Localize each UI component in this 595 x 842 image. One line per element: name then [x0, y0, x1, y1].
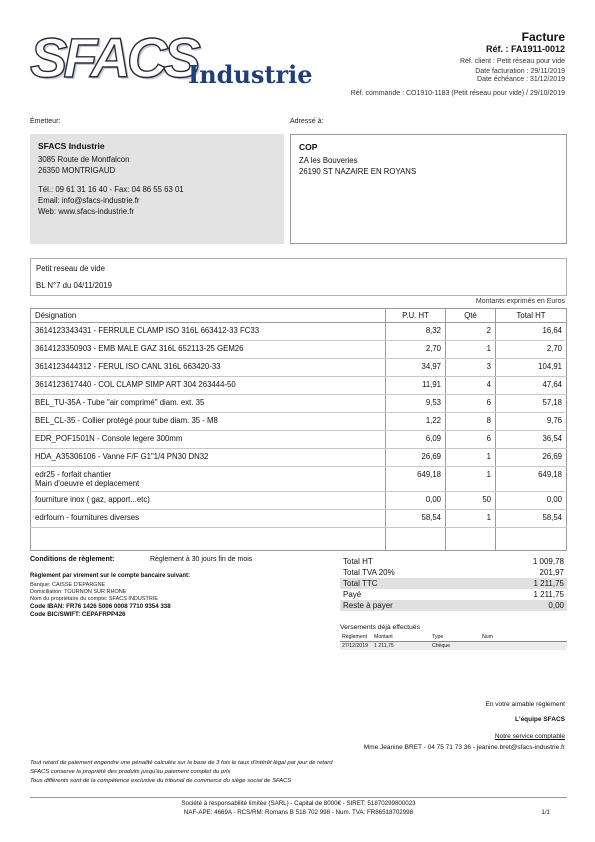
table-row: [31, 413, 567, 431]
total-row: Total TTC 1 211,75: [340, 578, 567, 589]
legal-line: Tous différents sont de la compétence exclusive du tribunal de commerce du siège social de SFACS: [30, 777, 292, 784]
item-total: 104,91: [496, 359, 567, 377]
project-box: [30, 258, 567, 296]
total-row: Total TVA 20% 201,97: [343, 568, 564, 577]
bank-iban: Code IBAN: FR76 1426 5006 0008 7710 9354 338: [30, 603, 171, 610]
payments-title: Versements déjà effectués: [340, 624, 420, 631]
delivery-note: BL N°7 du 04/11/2019: [36, 281, 112, 290]
table-filler-row: [31, 528, 567, 551]
legal-notice: [30, 759, 570, 785]
table-header-row: [31, 309, 567, 323]
item-designation: edrfourn - fournitures diverses: [31, 510, 386, 528]
currency-note: Montants exprimés en Euros: [475, 298, 565, 305]
bank-owner: Nom du propriétaire du compte: SFACS INDUSTRIE: [30, 596, 159, 602]
item-quantity: 1: [446, 467, 496, 492]
table-row: [31, 510, 567, 528]
item-unit-price: 9,53: [386, 395, 446, 413]
bank-title: Règlement par virement sur le compte bancaire suivant:: [30, 573, 191, 579]
closing-line: En votre aimable règlement: [485, 701, 565, 708]
emitter-name: SFACS Industrie: [38, 141, 105, 151]
item-designation: BEL_CL-35 - Collier protégé pour tube diam. 35 - M8: [31, 413, 386, 431]
item-quantity: 1: [446, 510, 496, 528]
legal-line: Tout retard de paiement engendre une pénalité calculée sur la base de 3 fois le taux d'intérêt légal par jour de retard: [30, 760, 333, 766]
item-designation: EDR_POF1501N - Console legere 300mm: [31, 431, 386, 449]
page-number: 1/1: [541, 808, 550, 816]
totals-block: [340, 556, 567, 611]
emitter-email: Email: info@sfacs-industrie.fr: [38, 196, 140, 205]
item-designation: 3614123350903 - EMB MALE GAZ 316L 652113-25 GEM26: [31, 341, 386, 359]
payments-block: [340, 624, 567, 650]
order-reference: Réf. commande : CO1910-1183 (Petit réseau pour vide) / 29/10/2019: [350, 90, 565, 97]
item-unit-price: 58,54: [386, 510, 446, 528]
item-total: 649,18: [496, 467, 567, 492]
item-designation: BEL_TU-35A - Tube "air comprimé" diam. ext. 35: [31, 395, 386, 413]
conditions-label: Conditions de règlement:: [30, 556, 115, 563]
recipient-address-line: ZA les Bouveries: [299, 156, 358, 165]
emitter-phone: Tél.: 09 61 31 16 40 - Fax: 04 86 55 63 01: [38, 185, 184, 194]
conditions-value: Règlement à 30 jours fin de mois: [149, 556, 253, 563]
accounting-department: Notre service comptable: [494, 733, 565, 740]
item-designation: 3614123444312 - FERUL ISO CANL 316L 663420-33: [31, 359, 386, 377]
footer-line-2: NAF-APE: 4669A - RCS/RM: Romans B 518 702 998 - Num. TVA: FR86518702998: [183, 808, 414, 816]
item-designation: 3614123617440 - COL CLAMP SIMP ART 304 263444-50: [31, 377, 386, 395]
item-quantity: 6: [446, 431, 496, 449]
item-unit-price: 2,70: [386, 341, 446, 359]
recipient-box: [290, 134, 567, 244]
item-total: 58,54: [496, 510, 567, 528]
legal-line: SFACS conserve la propriété des produits jusqu'au paiement complet du prix: [30, 768, 231, 775]
item-quantity: 6: [446, 395, 496, 413]
item-quantity: 8: [446, 413, 496, 431]
item-total: 0,00: [496, 492, 567, 510]
total-row: Reste à payer 0,00: [340, 600, 567, 611]
total-row: Total HT 1 009,78: [343, 557, 564, 566]
item-unit-price: 1,22: [386, 413, 446, 431]
invoice-items-table: [30, 308, 567, 551]
item-designation: edr25 - forfait chantier Main d'oeuvre et deplacement: [31, 467, 386, 492]
emitter-address-line: 26350 MONTRIGAUD: [38, 166, 116, 175]
accounting-contact: Mme Jeanine BRET - 04 75 71 73 36 - jeanine.bret@sfacs-industrie.fr: [363, 744, 565, 751]
emitter-address-line: 3085 Route de Montfalcon: [38, 155, 130, 164]
footer-divider: [30, 797, 567, 798]
project-title: Petit reseau de vide: [36, 264, 105, 273]
emitter-box: [30, 134, 284, 244]
item-unit-price: 11,91: [386, 377, 446, 395]
item-quantity: 3: [446, 359, 496, 377]
item-designation-detail: Main d'oeuvre et deplacement: [35, 479, 140, 488]
payment-conditions: [30, 556, 335, 619]
item-total: 16,64: [496, 323, 567, 341]
header-designation: Désignation: [31, 309, 386, 323]
bank-domiciliation: Domiciliation: TOURNON SUR RHONE: [30, 589, 127, 595]
header-total: Total HT: [496, 309, 567, 323]
item-total: 47,64: [496, 377, 567, 395]
due-date: Date échéance : 31/12/2019: [477, 76, 565, 83]
emitter-label: Émetteur:: [30, 118, 61, 125]
item-designation: HDA_A35306106 - Vanne F/F G1"1/4 PN30 DN32: [31, 449, 386, 467]
bank-name: Banque: CAISSE D'EPARGNE: [30, 582, 106, 588]
item-total: 26,69: [496, 449, 567, 467]
total-row: Payé 1 211,75: [343, 590, 564, 599]
item-unit-price: 0,00: [386, 492, 446, 510]
item-quantity: 4: [446, 377, 496, 395]
item-unit-price: 8,32: [386, 323, 446, 341]
team-signature: L'équipe SFACS: [515, 716, 565, 723]
table-row: [31, 492, 567, 510]
footer-line-1: Société à responsabilité limitée (SARL) - Capital de 8000€ - SIRET: 51870299800023: [181, 800, 416, 807]
payments-header-row: Règlement Montant Type Num: [340, 633, 567, 642]
item-total: 57,18: [496, 395, 567, 413]
payments-table: [340, 633, 567, 650]
item-quantity: 2: [446, 323, 496, 341]
recipient-name: COP: [299, 142, 318, 152]
item-quantity: 1: [446, 449, 496, 467]
table-row: [31, 341, 567, 359]
table-row: [31, 449, 567, 467]
logo-subtitle: Industrie: [188, 60, 313, 89]
logo-brand: SFACS: [30, 26, 197, 89]
header-unit-price: P.U. HT: [386, 309, 446, 323]
item-designation: 3614123343431 - FERRULE CLAMP ISO 316L 663412-33 FC33: [31, 323, 386, 341]
recipient-address-line: 26190 ST NAZAIRE EN ROYANS: [299, 167, 417, 176]
header-quantity: Qté: [446, 309, 496, 323]
item-quantity: 1: [446, 341, 496, 359]
recipient-label: Adressé à:: [290, 118, 324, 125]
item-total: 36,54: [496, 431, 567, 449]
item-unit-price: 34,97: [386, 359, 446, 377]
table-row: [31, 323, 567, 341]
item-designation: fourniture inox ( gaz, apport...etc): [31, 492, 386, 510]
emitter-web: Web: www.sfacs-industrie.fr: [38, 207, 135, 216]
company-footer: [30, 800, 567, 817]
client-reference: Réf. client : Petit réseau pour vide: [459, 58, 565, 65]
table-row: [31, 377, 567, 395]
table-row: [31, 431, 567, 449]
bank-bic: Code BIC/SWIFT: CEPAFRPP426: [30, 611, 126, 618]
item-unit-price: 649,18: [386, 467, 446, 492]
invoice-date: Date facturation : 29/11/2019: [475, 68, 565, 75]
document-title: Facture: [521, 30, 565, 44]
item-total: 2,70: [496, 341, 567, 359]
table-row: [31, 467, 567, 492]
invoice-reference: Réf. : FA1911-0012: [485, 44, 565, 54]
table-row: [31, 359, 567, 377]
item-total: 9,76: [496, 413, 567, 431]
payment-row: 27/12/2019 1 211,75 Chèque: [340, 642, 567, 651]
item-unit-price: 6,09: [386, 431, 446, 449]
item-unit-price: 26,69: [386, 449, 446, 467]
item-quantity: 50: [446, 492, 496, 510]
table-row: [31, 395, 567, 413]
company-logo: [30, 26, 320, 92]
